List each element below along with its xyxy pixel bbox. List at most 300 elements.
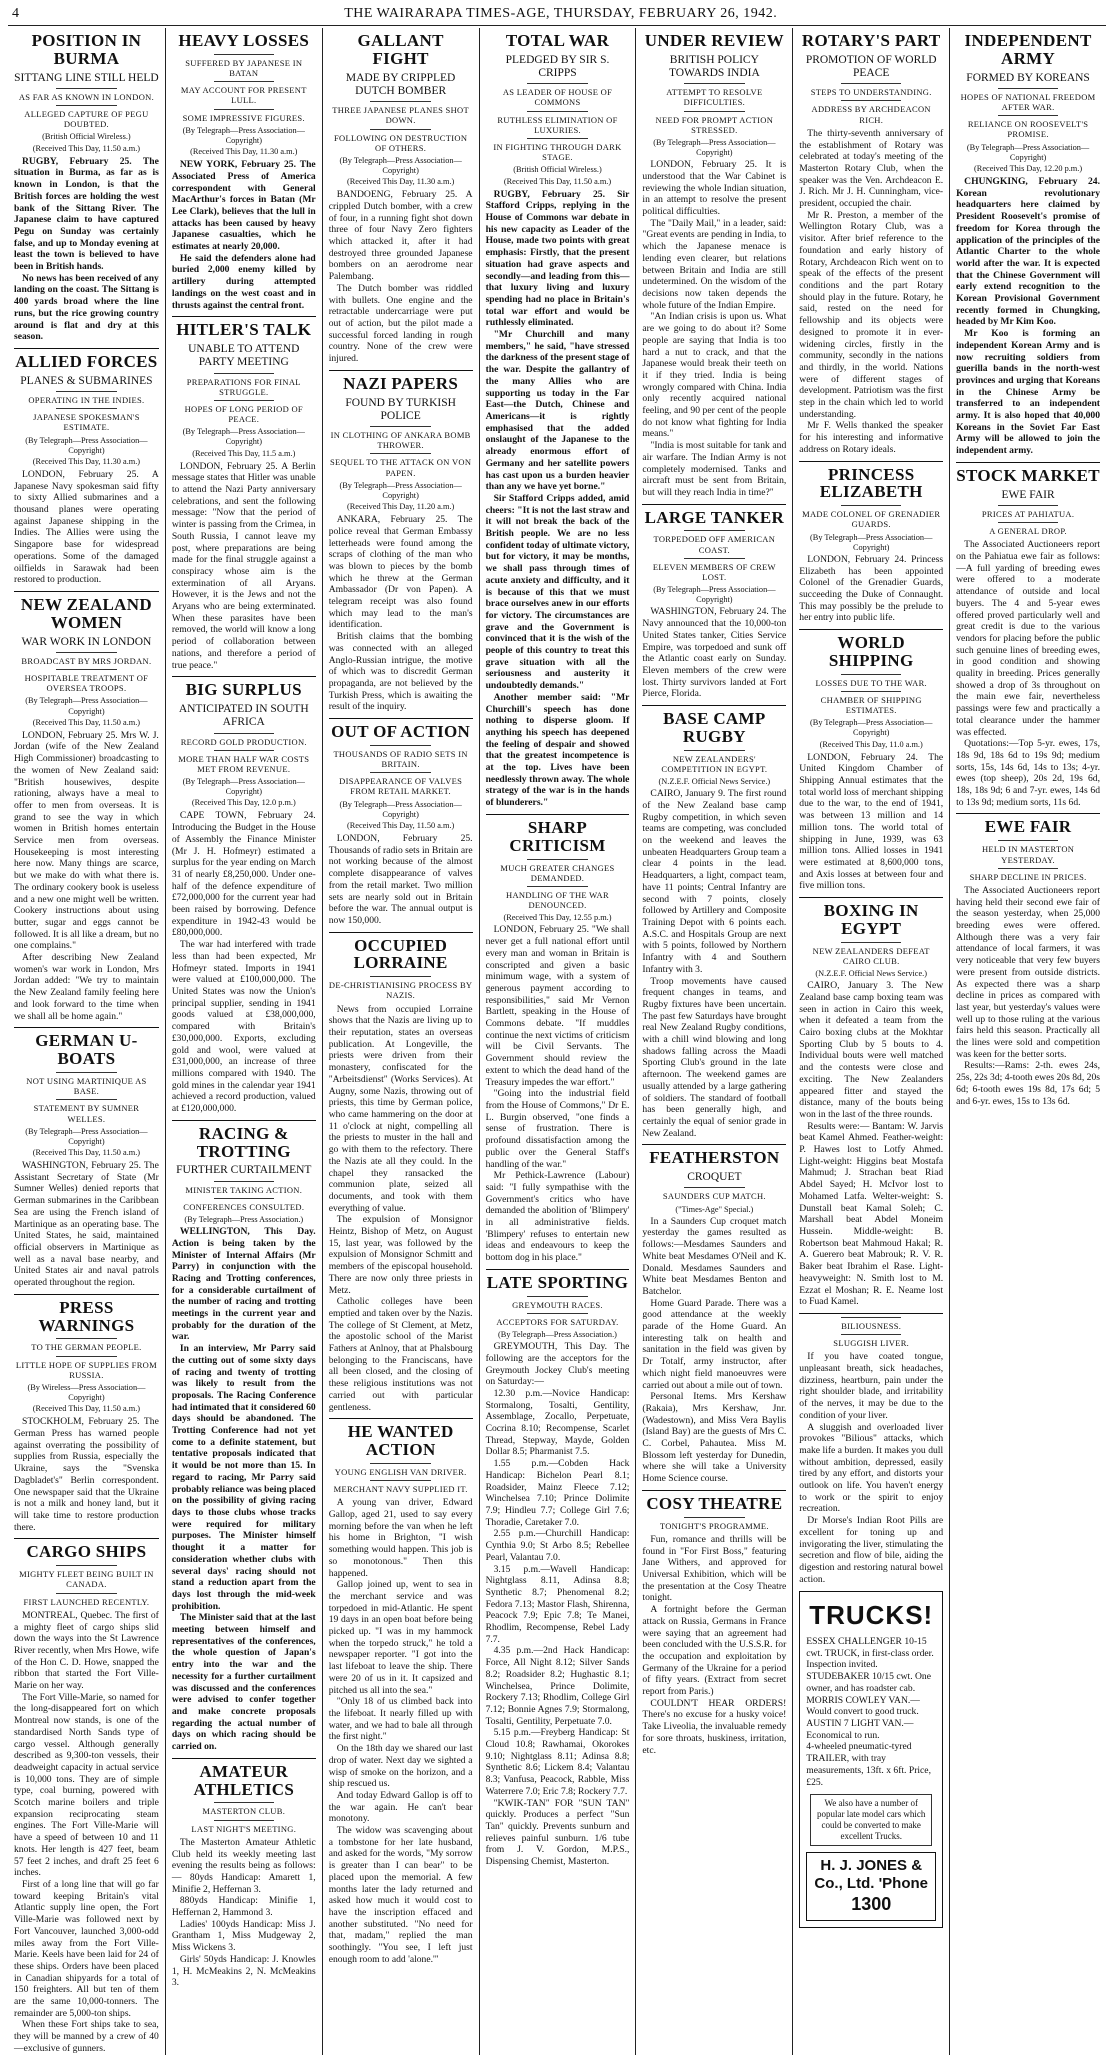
article-deck: STATEMENT BY SUMNER WELLES. <box>33 1103 140 1124</box>
article-headline: SHARP CRITICISM <box>509 817 606 855</box>
deck-rule <box>684 1187 744 1188</box>
paragraph: LONDON, February 25. A Berlin message states that Hitler was unable to attend the Nazi Party anniversary celebrations, and sent the following message: "Now that the period of winter is passing from the Crimea, in South Russia, I cannot leave my post, where preparations are being made for the final struggle against a conspiracy whose aim is the extermination of all Aryans. However, it is the Jews and not the Aryans who are being exterminated. When these parasites have been removed, the world will know a long period of collaboration between nations, and therefore a period of true peace." <box>171 460 316 671</box>
dateline: (By Telegraph—Press Association—Copyright) <box>966 142 1090 162</box>
article-headline: HE WANTED ACTION <box>347 1422 454 1460</box>
article-deck: IN FIGHTING THROUGH DARK STAGE. <box>493 142 622 163</box>
article-rule <box>172 676 316 677</box>
dateline: (Received This Day, 12.55 p.m.) <box>503 913 612 923</box>
paragraph: The Fort Ville-Marie, so named for the long-disappeared fort on which Montreal now stands, is one of the standardised North Sands type of cargo vessel. Although generally described as 9,300-ton vessels, their deadweight capacity in actual service is 10,000 tons. They are of simple type, coal burning, powered with Scotch marine boilers and triple expansion reciprocating steam engines. The Fort Ville-Marie will have a speed of between 10 and 11 knots. Her length is 427 feet, beam 57 feet 2 inches, and draft 25 feet 6 inches. <box>14 1691 159 1879</box>
article-body <box>172 810 316 1114</box>
phone-number: 1300 <box>851 1893 892 1914</box>
paragraph: 5.15 p.m.—Freyberg Handicap: St Cloud 10.8; Rawhamai, Okorokes 9.10; Nightglass 8.11; Adinsa 8.8; Synthetic 8.6; Lickem 8.4; Valantau 8.3; Vanfusa, Peacock, Rabble, Miss Waterrere 7.0; Eric 7.8; Rockery 7.7. <box>485 1727 630 1797</box>
article-deck: ELEVEN MEMBERS OF CREW LOST. <box>652 561 776 583</box>
article <box>14 1027 159 1289</box>
article-deck: CHAMBER OF SHIPPING ESTIMATES. <box>820 694 922 716</box>
article-subheadline: ANTICIPATED IN SOUTH AFRICA <box>178 703 309 729</box>
article-body <box>486 189 630 809</box>
article <box>14 348 159 586</box>
deck-rule <box>214 1181 274 1182</box>
deck-rule <box>527 83 587 84</box>
article-deck: AS FAR AS KNOWN IN LONDON. <box>18 91 154 102</box>
paragraph: LONDON, February 24. Princess Elizabeth has been appointed Colonel of the Grenadier Guards, succeeding the Duke of Connaught. This may possibly be the prelude to her entry into public life. <box>799 553 944 624</box>
article-body <box>14 1610 159 2055</box>
article-deck: YOUNG ENGLISH VAN DRIVER. <box>334 1466 467 1477</box>
dateline-received: (Received This Day, 11.20 a.m.) <box>346 502 455 511</box>
paragraph: CAIRO, January 3. The New Zealand base camp boxing team was seen in action in Cairo this week, when it defeated a team from the Cairo boxing clubs at the Mokhtar Sporting Club by 5 bouts to 4. Individual bouts were well matched and the contests were close and exciting. The New Zealanders appeared fitter and stayed the distance, many of the bouts being won in the last of the three rounds. <box>799 980 944 1120</box>
column-2 <box>165 28 322 2055</box>
article <box>14 1538 159 2054</box>
article-rule <box>172 1120 316 1121</box>
article-deck: NEED FOR PROMPT ACTION STRESSED. <box>655 114 774 135</box>
article-deck: SEQUEL TO THE ATTACK ON VON PAPEN. <box>329 457 472 478</box>
article-headline: POSITION IN BURMA <box>31 31 142 68</box>
article-deck: MINISTER TAKING ACTION. <box>185 1184 303 1195</box>
article-deck: MIGHTY FLEET BEING BUILT IN CANADA. <box>19 1569 154 1590</box>
article <box>956 462 1100 809</box>
article-deck: NOT USING MARTINIQUE AS BASE. <box>26 1075 147 1097</box>
deck-rule <box>684 750 744 751</box>
deck-rule <box>370 772 430 773</box>
dateline-received: (Received This Day, 11.30 a.m.) <box>32 456 141 466</box>
deck-rule <box>56 652 117 653</box>
article <box>329 932 473 1414</box>
deck-rule <box>998 115 1058 116</box>
deck-rule <box>998 840 1058 841</box>
article-headline: LATE SPORTING <box>486 1272 629 1292</box>
paragraph: Another member said: "Mr Churchill's speech has done nothing to disperse gloom. If anything his speech has deepened the feeling of despair and showed that the greatest incompetence is at the top. Lives have been needlessly thrown away. The whole strategy of the war is in the hands of blunderers." <box>485 691 630 809</box>
deck-rule <box>527 886 587 887</box>
article-body <box>642 606 786 700</box>
paragraph: 4.35 p.m.—2nd Hack Handicap: Force, All Night 8.12; Silver Sands 8.2; Roadsider 8.2; Hughastic 8.1; Winchelsea, Prince Dolimite, Rockery 7.13; Rhodlim, College Girl 7.12; Bonnie Agnes 7.9; Stormalong, Tosalti, Gentility, Perpetuate 7.0. <box>485 1645 630 1727</box>
article-headline: NEW ZEALAND WOMEN <box>20 594 152 632</box>
deck-rule <box>214 400 274 401</box>
article-subheadline: CROQUET <box>687 1171 742 1184</box>
article-deck: THOUSANDS OF RADIO SETS IN BRITAIN. <box>333 748 468 770</box>
deck-rule <box>998 868 1058 869</box>
paragraph: The war had interfered with trade less than had been expected, Mr Hofmeyr stated. Imports in 1941 were valued at £100,000,000. The United States was now the Union's principal supplier, sending in 1941 goods valued at £38,000,000, compared with Britain's £30,000,000. Exports, excluding gold and wool, were valued at £31,000,000, an increase of three millions compared with 1940. The gold mines in the calendar year 1941 achieved a record production, valued at £120,000,000. <box>171 939 316 1115</box>
dateline: (By Telegraph—Press Association—Copyright) <box>25 696 148 716</box>
paragraph: "An Indian crisis is upon us. What are we going to do about it? Some people are saying that India is too hard a nut to crack, and that the Japanese would break their teeth on it if they tried. India is being wrongly compared with China. India only recently acquired national feeling, and 90 per cent of the people do not know what fighting for India means." <box>642 311 787 440</box>
article-rule <box>14 591 159 592</box>
article <box>329 32 473 365</box>
article-deck: LOSSES DUE TO THE WAR. <box>815 677 927 688</box>
paragraph: 3.15 p.m.—Wavell Handicap: Nightglass 8.11, Adinsa 8.8; Synthetic 8.7; Phenomenal 8.2; Fedora 7.13; Mastor Flash, Shirenna, Peacock 7.9; Epic 7.8; Te Manei, Rhodlim, Recompense, Rebel Lady 7.7. <box>485 1563 630 1645</box>
article-body <box>14 1160 159 1289</box>
article-headline: RACING & TROTTING <box>196 1123 291 1161</box>
dateline: (By Telegraph—Press Association—Copyright) <box>653 585 776 605</box>
paragraph: RUGBY, February 25. The situation in Burma, as far as is known in London, is that the British forces are holding the west bank of the Sittang River. The Japanese claim to have captured Pegu on Sunday was certainly false, and up to Monday evening at least the town is believed to have been in British hands. <box>14 155 159 273</box>
deck-rule <box>684 111 744 112</box>
dateline-received: (Received This Day, 11.50 a.m.) <box>32 1147 141 1157</box>
article-subheadline: FOUND BY TURKISH POLICE <box>345 396 456 422</box>
dateline-received: (Received This Day, 11.50 a.m.) <box>32 1404 141 1414</box>
paragraph: "KWIK-TAN" FOR "SUN TAN" quickly. Produces a perfect "Sun Tan" quickly. Prevents sunburn and relieves painful sunburn. 1/6 tube from J. V. Gordon, M.P.S., Dispensing Chemist, Masterton. <box>485 1797 630 1868</box>
article <box>799 629 943 892</box>
deck-rule <box>56 1565 117 1566</box>
article-headline: OCCUPIED LORRAINE <box>353 935 448 973</box>
article <box>956 813 1100 1107</box>
paragraph: No news has been received of any landing on the coast. The Sittang is 400 yards broad where the line runs, but the rice growing country around is flat and dry at this season. <box>14 272 159 343</box>
masthead <box>8 6 1106 26</box>
article-rule <box>956 813 1100 814</box>
article-deck: HANDLING OF THE WAR DENOUNCED. <box>506 889 609 911</box>
dateline: (By Telegraph—Press Association.) <box>184 1215 304 1224</box>
article-headline: HITLER'S TALK <box>176 320 312 340</box>
dateline: (By Telegraph—Press Association—Copyright) <box>339 155 462 175</box>
article-rule <box>799 461 943 462</box>
deck-rule <box>370 1463 430 1464</box>
article <box>14 32 159 343</box>
article-deck: STEPS TO UNDERSTANDING. <box>810 87 932 98</box>
deck-rule <box>56 105 117 106</box>
article-deck: TO THE GERMAN PEOPLE. <box>31 1342 142 1353</box>
deck-rule <box>56 88 117 89</box>
dateline-received: (Received This Day, 11.50 a.m.) <box>346 820 455 830</box>
paragraph: If you have coated tongue, unpleasant breath, sick headaches, dizziness, heartburn, pain under the right shoulder blade, and irritability of the nerves, it may be due to the condition of your liver. <box>799 1351 944 1421</box>
article-headline: UNDER REVIEW <box>644 31 784 50</box>
advert-note: We also have a number of popular late model cars which could be converted to make excellent Trucks. <box>810 1794 932 1846</box>
article-body <box>329 833 473 927</box>
deck-rule <box>684 1517 744 1518</box>
deck-rule <box>370 101 430 102</box>
dateline: (By Telegraph—Press Association—Copyright) <box>339 480 462 500</box>
article-deck: A GENERAL DROP. <box>989 526 1067 537</box>
deck-rule <box>841 942 901 943</box>
article-deck: IN CLOTHING OF ANKARA BOMB THROWER. <box>330 430 471 451</box>
paragraph: The thirty-seventh anniversary of the establishment of Rotary was celebrated at today's meeting of the Masterton Rotary Club, when the speaker was the Ven. Archdeacon E. J. Rich. Mr J. H. Cunningham, vice-president, occupied the chair. <box>799 127 944 210</box>
paragraph: Troop movements have caused frequent changes in teams, and Rugby fixtures have been uncertain. The past few Saturdays have brought real New Zealand Rugby conditions, with a chill wind blowing and long shadows falling across the Maadi Sporting Club's ground in the late afternoon. The weekend games are usually attended by a large gathering of soldiers. The standard of football has been generally high, and certainly the equal of senior grade in New Zealand. <box>642 975 787 1139</box>
article-body <box>486 1341 630 1868</box>
advert-line: MORRIS COWLEY VAN.—Would convert to good truck. <box>806 1694 920 1718</box>
article-headline: BIG SURPLUS <box>185 680 302 700</box>
paragraph: Personal Items. Mrs Kershaw (Rakaia), Mrs Kershaw, Jnr. (Wadestown), and Miss Vera Baylis (Island Bay) are the guests of Mrs C. C. Corbel, Pahautea. Miss M. Blossom left yesterday for Dunedin, where she will take a University Home Science course. <box>642 1391 787 1485</box>
deck-rule <box>370 453 430 454</box>
paragraph: Ladies' 100yds Handicap: Miss J. Grantham 1, Miss Mudgeway 2, Miss Wickens 3. <box>171 1918 316 1954</box>
column-3 <box>322 28 479 2055</box>
article-headline: EWE FAIR <box>984 817 1072 837</box>
deck-rule <box>841 1334 901 1335</box>
deck-rule <box>214 54 274 55</box>
article <box>642 1490 786 1756</box>
article-deck: CONFERENCES CONSULTED. <box>183 1201 305 1212</box>
deck-rule <box>527 111 587 112</box>
article-subheadline: PROMOTION OF WORLD PEACE <box>805 53 937 80</box>
dateline-received: (Received This Day, 11.50 a.m.) <box>32 717 141 727</box>
article-deck: HOPES OF NATIONAL FREEDOM AFTER WAR. <box>960 91 1096 113</box>
advert-line: ESSEX CHALLENGER 10-15 cwt. TRUCK, in first-class order. Inspection invited. <box>806 1636 934 1671</box>
dateline-received: (Received This Day, 11.5 a.m.) <box>192 448 296 458</box>
article-deck: MERCHANT NAVY SUPPLIED IT. <box>333 1484 468 1495</box>
page-number: 4 <box>12 6 20 21</box>
paragraph: British claims that the bombing was connected with an alleged Anglo-Russian intrigue, the motive of which was to discredit German propaganda, are not believed by the Turkish Press, which is awaiting the result of the inquiry. <box>328 631 473 713</box>
paragraph: The Associated Auctioneers report on the Pahiatua ewe fair as follows:—A full yarding of breeding ewes were offered to a moderate attendance of outside and local buyers. The 4 and 5-year ewes offered proved particularly well and great credit is due to the various vendors for placing before the public such genuine lines of breeding ewes, in good condition and showing quality in breeding. Prices generally showed a drop of 3s throughout on the main ewe fair, nevertheless passings were few and practically a total clearance under the hammer was effected. <box>956 539 1100 738</box>
article-rule <box>329 718 473 719</box>
dateline-received: (Received This Day, 12.20 p.m.) <box>974 163 1083 173</box>
advert-company <box>806 1852 936 1921</box>
dateline: (British Official Wireless.) <box>42 132 131 142</box>
article-body <box>956 885 1100 1107</box>
article-body <box>329 1004 473 1414</box>
paragraph: BANDOENG, February 25. A crippled Dutch bomber, with a crew of four, in a running fight shot down three of four Navy Zero fighters which attacked it, after it had destroyed three grounded Japanese bombers on an aerodrome near Palembang. <box>328 189 473 283</box>
paragraph: Gallop joined up, went to sea in the merchant service and was torpedoed in mid-Atlantic. He spent 19 days in an open boat before being picked up. "I was in my hammock when the torpedo struck," he told a newspaper reporter. "I got into the last lifeboat to leave the ship. There were 20 of us in it. It capsized and pitched us all into the sea." <box>328 1579 473 1696</box>
article-body <box>329 189 473 365</box>
paragraph: On the 18th day we shared our last drop of water. Next day we sighted a wisp of smoke on the horizon, and a ship rescued us. <box>328 1743 473 1790</box>
article-deck: GREYMOUTH RACES. <box>512 1299 603 1310</box>
article-subheadline: PLANES & SUBMARINES <box>20 374 153 387</box>
article-headline: FEATHERSTON <box>649 1148 780 1168</box>
columns <box>8 28 1106 2054</box>
paragraph: Mr R. Preston, a member of the Wellington Rotary Club, was a visitor. After brief reference to the foundation and early history of Rotary, Archdeacon Rich went on to speak of the effects of the present conditions and the part Rotary should play in the future. Rotary, he said, rested on the need for fellowship and its objects were designed to promote it in ever-widening circles, firstly in the community, secondly in the nations and thirdly, in the world. Nations were of different stages of development. Patriotism was the first step in the chain which led to world understanding. <box>799 209 944 420</box>
paragraph: CHUNGKING, February 24. Korean revolutionary headquarters here claimed by President Roosevelt's promise of freedom for Korea through the application of the principles of the Atlantic Charter to the whole world after the war. It is expected that the Chinese Government will early extend recognition to the Korean Provisional Government recently formed in Chungking, headed by Mr Kim Koo. <box>956 175 1100 328</box>
deck-rule <box>214 750 274 751</box>
paragraph: WASHINGTON, February 25. The Assistant Secretary of State (Mr Sumner Welles) denied reports that German submarines in the Caribbean Sea are using the French island of Martinique as an operating base. The United States, he said, maintained official observers in Martinique as well as a naval base nearby, and United States air and naval patrols operated throughout the region. <box>14 1160 159 1289</box>
article-headline: ROTARY'S PART <box>801 31 941 50</box>
article-deck: BILIOUSNESS. <box>841 1320 902 1331</box>
deck-rule <box>998 522 1058 523</box>
dateline: (By Telegraph—Press Association—Copyright) <box>25 435 148 455</box>
deck-rule <box>214 373 274 374</box>
paragraph: ANKARA, February 25. The police reveal that German Embassy letterheads were found among the scraps of clothing of the man who was blown to pieces by the bomb which he threw at the German Ambassador (Dr von Papen). A telegram receipt was also found which may lead to the man's identification. <box>328 514 473 631</box>
article-body <box>799 128 943 456</box>
dateline: (N.Z.E.F. Official News Service.) <box>815 969 928 979</box>
article-rule <box>14 348 159 349</box>
deck-rule <box>841 100 901 101</box>
article-deck: RUTHLESS ELIMINATION OF LUXURIES. <box>497 114 618 135</box>
article <box>799 1313 943 1585</box>
dateline: (By Telegraph—Press Association—Copyright) <box>182 777 305 797</box>
paragraph: After describing New Zealand women's war work in London, Mrs Jordan added: "We try to maintain the New Zealand family feeling here and look forward to the time when we shall all be home again." <box>14 952 159 1022</box>
article-body <box>172 1837 316 1989</box>
dateline: (N.Z.E.F. Official News Service.) <box>658 777 771 787</box>
article-deck: BROADCAST BY MRS JORDAN. <box>21 655 152 666</box>
deck-rule <box>56 1072 117 1073</box>
article-headline: BASE CAMP RUGBY <box>663 709 766 746</box>
advert-line: AUSTIN 7 LIGHT VAN.—Economical to run. <box>806 1717 914 1741</box>
article-body <box>172 159 316 311</box>
paper-title: THE WAIRARAPA TIMES-AGE, THURSDAY, FEBRUARY 26, 1942. <box>344 6 778 21</box>
column-1 <box>8 28 165 2055</box>
article-rule <box>486 814 630 815</box>
article-body <box>642 788 786 1139</box>
deck-rule <box>56 1356 117 1357</box>
deck-rule <box>214 1802 274 1803</box>
article <box>172 316 316 671</box>
deck-rule <box>214 1198 274 1199</box>
paragraph: Mr F. Wells thanked the speaker for his interesting and informative address on Rotary ideals. <box>799 420 944 455</box>
paragraph: LONDON, February 25. Thousands of radio sets in Britain are not working because of the almost complete disappearance of valves from the retail market. Two million sets are nearly sold out in Britain before the war. The annual output is now 150,000. <box>328 832 473 926</box>
dateline: (By Telegraph—Press Association—Copyright) <box>653 138 776 158</box>
column-4 <box>479 28 636 2055</box>
article <box>172 676 316 1114</box>
article-deck: ADDRESS BY ARCHDEACON RICH. <box>811 104 931 125</box>
article-body <box>956 539 1100 808</box>
article-deck: HOSPITABLE TREATMENT OF OVERSEA TROOPS. <box>24 673 149 694</box>
paragraph: CAPE TOWN, February 24. Introducing the Budget in the House of Assembly the Finance Minister (Mr J. H. Hofmeyr) estimated a surplus for the year ending on March 31 of nearly £8,250,000. Under one-half of the defence expenditure of £72,000,000 for the current year had been raised by borrowing. Defence expenditure in 1942-43 would be £80,000,000. <box>171 810 316 939</box>
article-rule <box>14 1538 159 1539</box>
deck-rule <box>56 408 117 409</box>
deck-rule <box>841 691 901 692</box>
paragraph: "Going into the industrial field from the House of Commons," Dr E. L. Burgin observed, "one finds a sense of frustration. There is profound dissatisfaction among the public over the General Staff's handling of the war." <box>485 1088 630 1170</box>
paragraph: The expulsion of Monsignor Heintz, Bishop of Metz, on August 15, last year, was followed by the expulsion of Monsignor Schmitt and members of the episcopal household. There are now only three priests in Metz. <box>328 1214 473 1296</box>
article-deck: MUCH GREATER CHANGES DEMANDED. <box>500 862 615 883</box>
article-body <box>486 924 630 1263</box>
article-headline: GALLANT FIGHT <box>357 31 444 68</box>
dateline: (By Telegraph—Press Association.) <box>498 1330 617 1340</box>
deck-rule <box>56 1338 117 1339</box>
paragraph: The widow was scavenging about a tombstone for her late husband, and asked for the words, "My sorrow is greater than I can bear" to be placed upon the memorial. A few months later the lady returned and asked how much it would cost to have the inscription effaced and another substituted. "No need for that, madam," replied the man soothingly. "You see, I left just enough room to add 'alone.'" <box>328 1825 473 1965</box>
paragraph: GREYMOUTH, This Day. The following are the acceptors for the Greymouth Jockey Club's meeting on Saturday:— <box>485 1341 630 1388</box>
column-6 <box>792 28 949 2055</box>
paragraph: Girls' 50yds Handicap: J. Knowles 1, H. McMeakins 2, N. McMeakins 3. <box>171 1953 316 1989</box>
paragraph: LONDON, February 25. A Japanese Navy spokesman said fifty to sixty Allied submarines and a thousand planes were operating against Japanese shipping in the Indies. The Allies were using the Singapore base for widespread operations. Some of the damaged oilfields in Sarawak had been restored to production. <box>14 468 159 586</box>
paragraph: When these Fort ships take to sea, they will be manned by a crew of 40 —exclusive of gunners. <box>14 2019 159 2054</box>
article-deck: ATTEMPT TO RESOLVE DIFFICULTIES. <box>666 87 763 108</box>
article <box>14 1294 159 1534</box>
article-deck: SHARP DECLINE IN PRICES. <box>969 871 1087 882</box>
deck-rule <box>527 859 587 860</box>
paragraph: Dr Morse's Indian Root Pills are excellent for toning up and invigorating the liver, stimulating the secretion and flow of bile, aiding the digestion and restoring natural bowel action. <box>799 1515 944 1585</box>
article-deck: NEW ZEALANDERS DEFEAT CAIRO CLUB. <box>812 945 930 966</box>
paragraph: A young van driver, Edward Gallop, aged 21, used to say every morning before the van when he left his home in Brighton, "I wish something would happen. This job is so monotonous." Then this happened. <box>328 1497 473 1579</box>
article-rule <box>642 705 786 706</box>
article-deck: MADE COLONEL OF GRENADIER GUARDS. <box>802 509 941 530</box>
paragraph: 12.30 p.m.—Novice Handicap: Stormalong, Tosalti, Gentility, Assemblage, Zocallo, Perpetuate, Cocrina 8.10; Recompense, Scarlet Thread, Stepway, Mayde, Golden Dollar 8.5; Pharmanist 7.5. <box>485 1387 630 1458</box>
deck-rule <box>527 138 587 139</box>
paragraph: A sluggish and overloaded liver provokes "Bilious" attacks, which make life a burden. It makes you dull without ambition, depressed, easily tired by any effort, and distorts your outlook on life. You haven't energy to work or the spirit to enjoy recreation. <box>799 1421 944 1515</box>
article-deck: ACCEPTORS FOR SATURDAY. <box>496 1316 619 1327</box>
deck-rule <box>684 558 744 559</box>
article-subheadline: BRITISH POLICY TOWARDS INDIA <box>668 53 760 80</box>
deck-rule <box>841 505 901 506</box>
article-deck: TONIGHT'S PROGRAMME. <box>659 1520 769 1531</box>
column-5 <box>635 28 792 2055</box>
paragraph: Fun, romance and thrills will be found in "For First Boss," featuring Jane Withers, and approved for Universal Exhibition, which will be the presentation at the Cosy Theatre tonight. <box>642 1533 787 1604</box>
article-headline: PRESS WARNINGS <box>38 1297 135 1335</box>
article-deck: MASTERTON CLUB. <box>202 1806 286 1817</box>
paragraph: A fortnight before the German attack on Russia, Germans in France were saying that an agreement had been concluded with the U.S.S.R. for the occupation and exploitation by Germany of the Ukraine for a period of fifty years. (Extract from secret report from Paris.) <box>642 1604 787 1698</box>
paragraph: Results were:— Bantam: W. Jarvis beat Kamel Ahmed. Feather-weight: P. Hawes lost to Lotfy Ahmed. Light-weight: Higgins beat Mostafa Mahmud; J. Strachan beat Riad Abdel Sayed; H. McIvor lost to Mohamed Latfa. Welter-weight: S. Dunstall beat Kamal Soleh; C. Marshall beat Abdel Moneim Hussein. Middle-weight: B. Robertson beat Mahmoud Hakal; R. A. Guerero beat Mabrouk; R. V. R. Baker beat Ibrahim el Rase. Light-heavyweight: N. Smith lost to M. Ezzat el Moshan; R. E. Neame lost to Fuad Kamel. <box>799 1120 944 1308</box>
article-rule <box>329 370 473 371</box>
article <box>642 1144 786 1485</box>
dateline: (By Telegraph—Press Association—Copyright) <box>25 1126 148 1146</box>
article <box>14 591 159 1022</box>
article-headline: BOXING IN EGYPT <box>823 901 919 938</box>
article-headline: WORLD SHIPPING <box>828 633 914 670</box>
article-headline: NAZI PAPERS <box>343 373 459 393</box>
article-headline: PRINCESS ELIZABETH <box>819 464 923 502</box>
article-headline: OUT OF ACTION <box>331 722 471 742</box>
dateline-received: (Received This Day, 11.50 a.m.) <box>503 176 612 186</box>
paragraph: 880yds Handicap: Minifie 1, Heffernan 2, Hammond 3. <box>171 1895 316 1919</box>
advert-title: TRUCKS! <box>809 1600 934 1631</box>
paragraph: LONDON, February 24. The United Kingdom Chamber of Shipping Annual estimates that the total world loss of merchant shipping due to the war, to the end of 1941, was between 13 million and 14 million tons. The world total of shipping in June, 1939, was 63 million tons. Allied losses in 1941 were estimated at 8,600,000 tons, and Axis losses at between four and five million tons. <box>799 751 944 892</box>
article-rule <box>799 629 943 630</box>
deck-rule <box>56 1593 117 1594</box>
article-deck: SUFFERED BY JAPANESE IN BATAN <box>185 57 303 79</box>
article-subheadline: FORMED BY KOREANS <box>966 71 1090 84</box>
article-rule <box>642 1490 786 1491</box>
paragraph: Mr Pethick-Lawrence (Labour) said: "I fully sympathise with the Government's critics who have demanded the abolition of 'Blimpery' in all administrative fields. 'Blimpery' refuses to entertain new ideas and endeavours to keep the bottom dog in his place." <box>485 1170 630 1264</box>
paragraph: LONDON, February 25. "We shall never get a full national effort until every man and woman in Britain is conscripted and given a basic minimum wage, with a system of generous payment according to responsibilities," said Mr Vernon Bartlett, speaking in the House of Commons debate. "If muddles continue the next victims of criticism will be Civil Servants. The Government should review the extent to which the dead hand of the Treasury impedes the war effort." <box>485 924 630 1088</box>
phone-label: 'Phone <box>878 1875 928 1893</box>
paragraph: The Associated Auctioneers report having held their second ewe fair of the season yesterday, when 25,000 breeding ewes were offered. Although there was a very fair attendance of local farmers, it was very noticeable that very few buyers were present from outside districts. As expected there was a sharp decline in prices as compared with last year, but yesterday's values were well up to those ruling at the various fairs held this season. Practically all the lines were sold and competition was keen for the better sorts. <box>956 884 1100 1060</box>
deck-rule <box>214 1820 274 1821</box>
deck-rule <box>56 391 117 392</box>
article-rule <box>642 1144 786 1145</box>
paragraph: "India is most suitable for tank and air warfare. The Indian Army is not completely modernised. Tanks and aircraft must be sent from Britain, but will they reach India in time?" <box>642 440 787 498</box>
article-body <box>642 159 786 498</box>
article-rule <box>14 1294 159 1295</box>
dateline: (British Official Wireless.) <box>513 165 602 175</box>
paragraph: NEW YORK, February 25. The Associated Press of America correspondent with General MacArthur's forces in Batan (Mr Lee Clark), believes that the lull in attacks has been caused by heavy Japanese casualties, which he estimates at nearly 20,000. <box>171 159 316 253</box>
deck-rule <box>370 129 430 130</box>
paragraph: LONDON, February 25. It is understood that the War Cabinet is reviewing the whole Indian situation, in an attempt to resolve the present political difficulties. <box>642 159 787 218</box>
article-headline: AMATEUR ATHLETICS <box>193 1761 295 1799</box>
article-body <box>329 1497 473 1965</box>
dateline: (By Telegraph—Press Association—Copyright) <box>339 799 462 819</box>
article-deck: AS LEADER OF HOUSE OF COMMONS <box>502 87 613 108</box>
article-subheadline: WAR WORK IN LONDON <box>21 635 152 648</box>
deck-rule <box>370 976 430 977</box>
article-deck: FOLLOWING ON DESTRUCTION OF OTHERS. <box>333 132 468 153</box>
paragraph: MONTREAL, Quebec. The first of a mighty fleet of cargo ships slid down the ways into the St Lawrence River recently, when Mrs Howe, wife of the Hon C. D. Howe, snapped the ribbon that started the Fort Ville-Marie on her way. <box>14 1609 159 1692</box>
article-subheadline: FURTHER CURTAILMENT <box>176 1164 312 1177</box>
paragraph: News from occupied Lorraine shows that the Nazis are living up to their reputation, states an overseas publication. At Longeville, the priests were driven from their monastery, confiscated for the "Arbeitsdienst" (Works Services). At Augny, some Nazis, throwing out of priests, this time by German police, who came hammering on the door at 11 o'clock at night, compelling all the priests to muster in the hall and go with them to the refectory. There the Nazis ate all they could. In the chapel they ransacked the communion plate, seized all documents, and took with them everything of value. <box>328 1003 473 1214</box>
paragraph: Catholic colleges have been emptied and taken over by the Nazis. The college of St Clement, at Metz, the apostolic school of the Marist Fathers at Anlnoy, that at Phalsbourg belonging to the Franciscans, have all been closed, and the closing of these religious institutions was not carried out with particular gentleness. <box>328 1296 473 1413</box>
article-headline: LARGE TANKER <box>644 507 785 527</box>
dateline: (By Wireless—Press Association—Copyright) <box>27 1383 146 1403</box>
deck-rule <box>527 1296 587 1297</box>
article-body <box>799 554 943 624</box>
paragraph: And today Edward Gallop is off to the war again. He can't bear monotony. <box>328 1789 473 1825</box>
dateline: (By Telegraph—Press Association—Copyright) <box>182 427 305 447</box>
deck-rule <box>214 109 274 110</box>
article-deck: DISAPPEARANCE OF VALVES FROM RETAIL MARKET. <box>339 776 463 797</box>
paragraph: Quotations:—Top 5-yr. ewes, 17s, 18s 9d, 18s 6d to 19s 9d; medium sorts, 15s, 14s 6d, 14s to 13s; 4-yr. ewes (top sheep), 20s 2d, 19s 6d, 18s, 18s 9d; 6 and 7-yr. ewes, 14s 6d to 13s 9d; medium sorts, 11s 6d. <box>956 738 1100 808</box>
article-rule <box>799 1313 943 1314</box>
article-rule <box>172 316 316 317</box>
article <box>329 370 473 713</box>
dateline-received: (Received This Day, 11.30 a.m.) <box>346 177 455 187</box>
paragraph: In an interview, Mr Parry said the cutting out of some sixty days of racing and twenty of trotting was likely to result from the proposals. The Racing Conference had intimated that it considered 60 days should be abandoned. The Trotting Conference had not yet come to a definite statement, but tentative proposals indicated that it would be not more than 15. In regard to racing, Mr Parry said probably reliance was being placed on the possibility of giving racing days to those clubs whose tracks were required for military purposes. The Minister himself thought it a matter for consideration whether clubs with several days' racing should not stand a reduction apart from the days lost through the mid-week prohibition. <box>171 1343 316 1612</box>
article-rule <box>486 1269 630 1270</box>
paragraph: STOCKHOLM, February 25. The German Press has warned people against overrating the possibility of supplies from Russia, especially the Ukraine, says the "Svenska Dagbladet's" Berlin correspondent. One newspaper said that the Ukraine is not a milk and honey land, but it will take time to restore production there. <box>14 1416 159 1533</box>
article-body <box>642 1534 786 1756</box>
article-headline: COSY THEATRE <box>646 1493 783 1513</box>
paragraph: LONDON, February 25. Mrs W. J. Jordan (wife of the New Zealand High Commissioner) broadcasting to the women of New Zealand said: "British housewives, despite rationing, always have a meal to offer to men from overseas. It is grand to see the way in which women in British homes entertain Service men from overseas. Housekeeping is most interesting here now. Many things are scarce, but we make do with what there is. The ordinary cookery book is useless and a new one might well be written. Cookery instructions about using butter, sugar and eggs cannot be followed. It is all like a dream, but no one complains." <box>14 729 159 952</box>
article <box>172 32 316 311</box>
article <box>329 1418 473 1965</box>
paragraph: WELLINGTON, This Day. Action is being taken by the Minister of Internal Affairs (Mr Parry) in conjunction with the Racing and Trotting conferences, for a considerable curtailment of the number of racing and trotting meetings in the current year and probably for the duration of the war. <box>171 1226 316 1343</box>
deck-rule <box>370 1480 430 1481</box>
article-deck: JAPANESE SPOKESMAN'S ESTIMATE. <box>33 412 140 433</box>
article-body <box>799 980 943 1308</box>
dateline-received: (Received This Day, 11.50 a.m.) <box>32 143 141 153</box>
article <box>799 897 943 1308</box>
article-deck: HELD IN MASTERTON YESTERDAY. <box>981 844 1075 865</box>
paragraph: The "Daily Mail," in a leader, said: "Great events are pending in India, to which the Japanese menace is lending even clearer, but relations between Britain and India are still undetermined. On the wisdom of the decisions now taken depends the whole future of the Indian Empire. <box>642 217 787 311</box>
paragraph: First of a long line that will go far toward keeping Britain's vital Atlantic supply line open, the Fort Ville-Marie was followed next by Fort Vancouver, launched 3,000-odd miles away from the Fort Ville-Marie. Keels have been laid for 24 of these ships. Orders have been placed in Canadian shipyards for a total of 150 freighters. All but ten of them are the same 10,000-tonners. The remainder are 5,000-ton ships. <box>14 1878 159 2019</box>
deck-rule <box>841 1317 901 1318</box>
paragraph: Mr Koo is forming an independent Korean Army and is now recruiting soldiers from guerilla bands in the north-west provinces and urging that Koreans in the Chinese Army be transferred to an independent army. It is also hoped that 40,000 Koreans in the Soviet Far East Army will be allowed to join the independent army. <box>956 328 1100 457</box>
deck-rule <box>998 505 1058 506</box>
paragraph: The Masterton Amateur Athletic Club held its weekly meeting last evening the results being as follows:— 80yds Handicap: Amarett 1, Minifie 2, Heffernan 3. <box>171 1836 316 1895</box>
article-headline: ALLIED FORCES <box>15 351 158 371</box>
deck-rule <box>841 83 901 84</box>
article-rule <box>799 897 943 898</box>
article-subheadline: SITTANG LINE STILL HELD <box>14 71 159 84</box>
article-deck: MAY ACCOUNT FOR PRESENT LULL. <box>180 85 307 106</box>
